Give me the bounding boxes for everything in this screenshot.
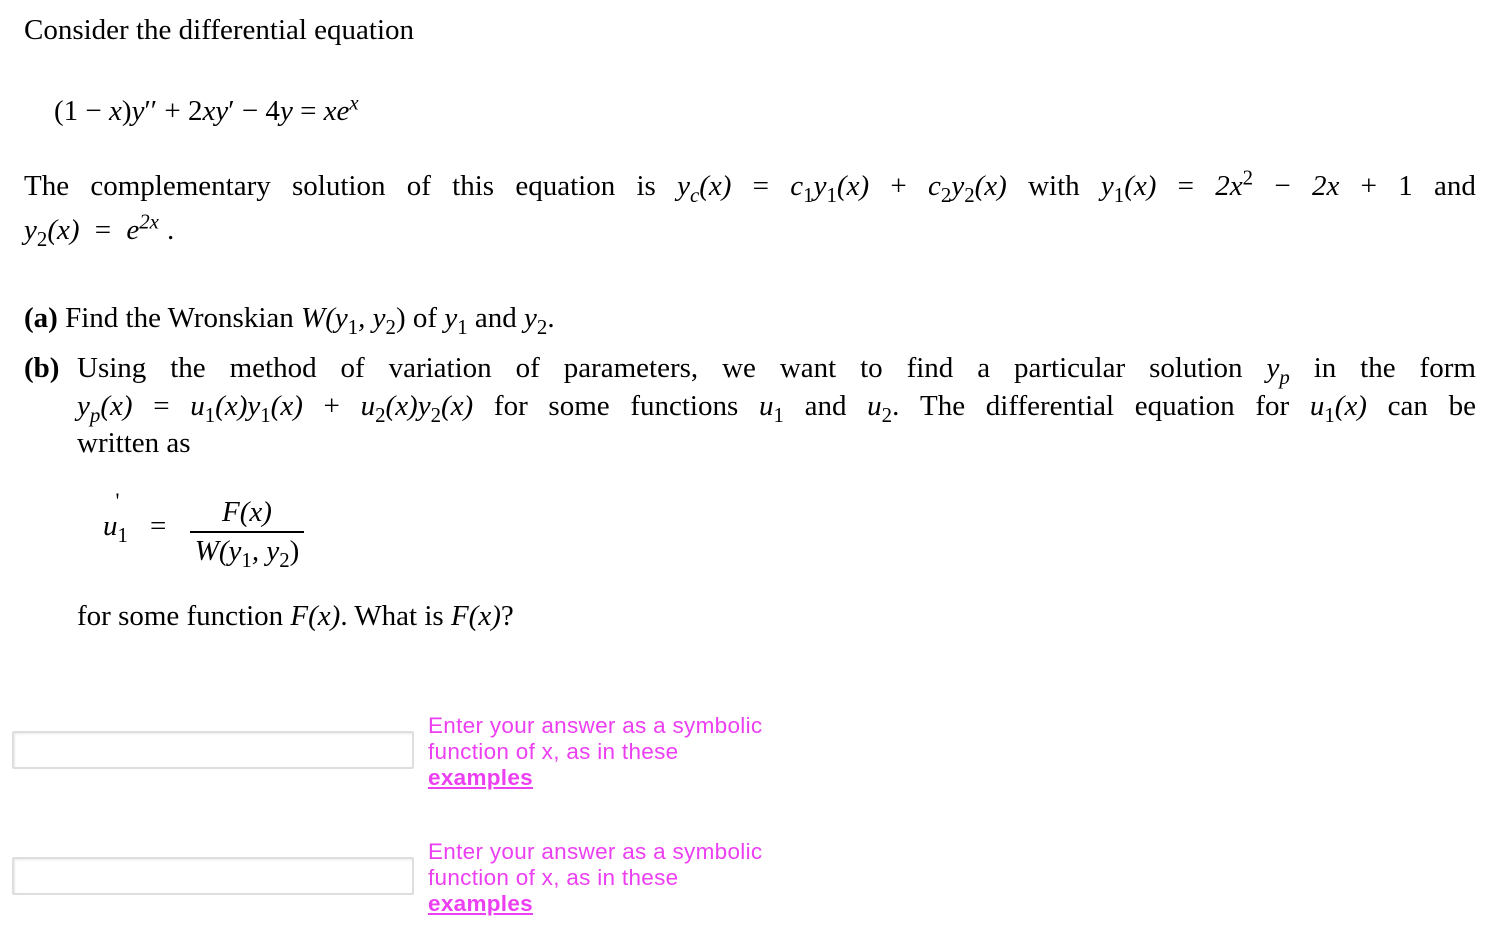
differential-equation: $(1 - x)y'' + 2xy' - 4y = xe^x$ [54, 90, 359, 127]
answer-hint-a [428, 713, 808, 791]
complementary-solution-line2: $y_2(x) = e^{2x}$ . [24, 209, 175, 251]
part-b-line3: written as [77, 427, 191, 459]
u1-prime-lhs: $u_1$ ' [103, 488, 128, 547]
answer-input-a[interactable] [12, 731, 414, 769]
complementary-solution-line1: The complementary solution of this equation is $y_c(x)$ = $c_1y_1(x)$ + $c_2y_2(x)$ with $y_1(x)$ = $2x^2$ − 2x + 1 and [24, 165, 1476, 207]
part-b-label: (b) [24, 352, 60, 384]
answer-hint-b [428, 839, 808, 917]
part-a-label: (a) [24, 302, 58, 334]
intro-text: Consider the differential equation [24, 14, 415, 46]
answer-input-b[interactable] [12, 857, 414, 895]
formula-equals: = [150, 510, 167, 542]
question-text: for some function F(x). What is F(x)? [77, 600, 514, 632]
examples-link-a[interactable]: examples [428, 765, 533, 790]
fraction-bar [190, 531, 304, 533]
fraction [190, 496, 304, 572]
fraction-numerator: F(x) [222, 496, 272, 528]
part-b-line2: $y_p(x)$ = $u_1(x)y_1(x)$ + $u_2(x)y_2(x)$ for some functions $u_1$ and $u_2$. The differential equation for $u_1(x)$ can be [77, 390, 1476, 427]
examples-link-b[interactable]: examples [428, 891, 533, 916]
part-b-line1: Using the method of variation of parameters, we want to find a particular solution $y_p$ in the form [77, 352, 1476, 389]
fraction-denominator: $W(y_1$, $y_2$) [194, 535, 300, 572]
part-a: (a) Find the Wronskian $W(y_1$, $y_2$) of $y_1$ and $y_2$. [24, 302, 555, 339]
answer-hint-b-text: Enter your answer as a symbolic function of x, as in these [428, 839, 763, 890]
answer-hint-a-text: Enter your answer as a symbolic function of x, as in these [428, 713, 763, 764]
